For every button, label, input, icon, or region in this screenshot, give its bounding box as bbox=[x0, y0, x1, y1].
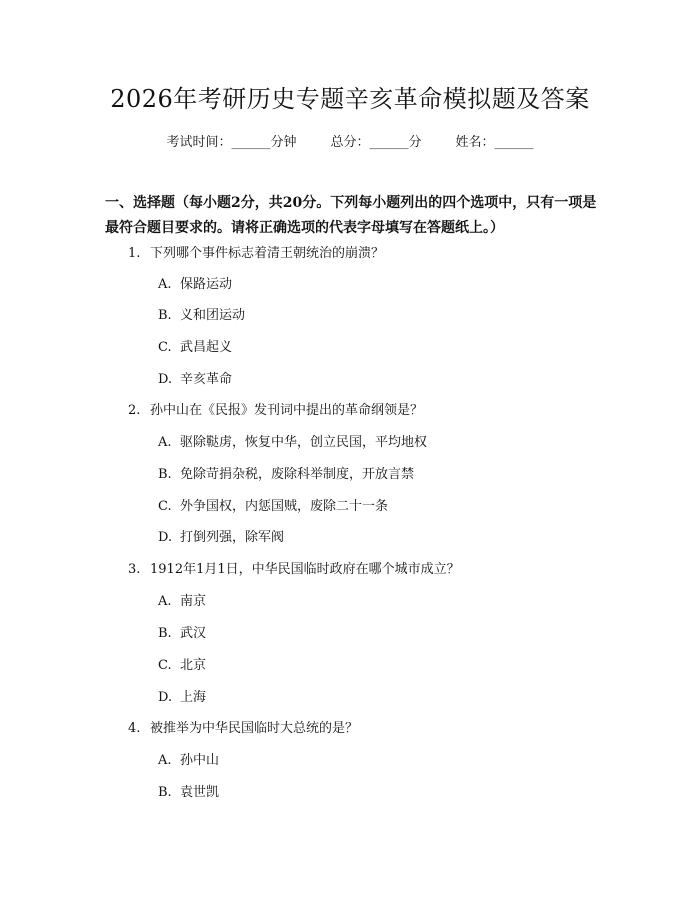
question-3-option-b bbox=[158, 624, 598, 644]
question-1-option-a bbox=[158, 275, 598, 295]
page-title: 2026年考研历史专题辛亥革命模拟题及答案 bbox=[110, 85, 590, 113]
option-text: 义和团运动 bbox=[180, 308, 246, 323]
question-text: 下列哪个事件标志着清王朝统治的崩溃？ bbox=[150, 246, 385, 261]
option-letter: B. bbox=[158, 785, 172, 800]
option-letter: C. bbox=[158, 340, 172, 355]
question-2-option-b bbox=[158, 465, 598, 485]
option-letter: B. bbox=[158, 467, 172, 482]
option-letter: B. bbox=[158, 308, 172, 323]
option-text: 免除苛捐杂税，废除科举制度，开放言禁 bbox=[180, 467, 415, 482]
option-text: 打倒列强，除军阀 bbox=[180, 530, 285, 545]
question-2 bbox=[128, 401, 598, 421]
question-text: 孙中山在《民报》发刊词中提出的革命纲领是？ bbox=[150, 403, 424, 418]
question-text: 被推举为中华民国临时大总统的是？ bbox=[150, 721, 359, 736]
student-name-field: 姓名：______ bbox=[455, 135, 534, 150]
option-text: 南京 bbox=[180, 594, 207, 609]
option-letter: D. bbox=[158, 690, 173, 705]
question-1-option-b bbox=[158, 306, 598, 326]
option-text: 上海 bbox=[180, 690, 207, 705]
question-1-option-c bbox=[158, 338, 598, 358]
option-letter: B. bbox=[158, 626, 172, 641]
question-1 bbox=[128, 244, 598, 264]
option-letter: D. bbox=[158, 372, 173, 387]
option-letter: A. bbox=[158, 277, 172, 292]
question-3-option-c bbox=[158, 656, 598, 676]
question-2-option-a bbox=[158, 433, 598, 453]
question-text: 1912年1月1日，中华民国临时政府在哪个城市成立？ bbox=[150, 562, 460, 577]
question-number: 3. bbox=[128, 562, 141, 577]
option-letter: C. bbox=[158, 499, 172, 514]
question-2-option-c bbox=[158, 497, 598, 517]
option-text: 保路运动 bbox=[180, 277, 233, 292]
question-3-option-d bbox=[158, 688, 598, 708]
option-text: 驱除鞑虏，恢复中华，创立民国，平均地权 bbox=[180, 435, 428, 450]
total-score-field: 总分：______分 bbox=[330, 135, 422, 150]
option-text: 孙中山 bbox=[180, 753, 220, 768]
option-text: 袁世凯 bbox=[180, 785, 220, 800]
question-4-option-b bbox=[158, 783, 598, 803]
option-text: 北京 bbox=[180, 658, 207, 673]
option-text: 武昌起义 bbox=[180, 340, 233, 355]
option-letter: C. bbox=[158, 658, 172, 673]
question-4 bbox=[128, 719, 598, 739]
question-4-option-a bbox=[158, 751, 598, 771]
question-2-option-d bbox=[158, 528, 598, 548]
option-letter: A. bbox=[158, 753, 172, 768]
option-text: 辛亥革命 bbox=[180, 372, 233, 387]
question-number: 4. bbox=[128, 721, 141, 736]
option-letter: A. bbox=[158, 594, 172, 609]
option-text: 武汉 bbox=[180, 626, 207, 641]
question-1-option-d bbox=[158, 370, 598, 390]
option-letter: D. bbox=[158, 530, 173, 545]
option-letter: A. bbox=[158, 435, 172, 450]
question-3-option-a bbox=[158, 592, 598, 612]
question-3 bbox=[128, 560, 598, 580]
section-heading-multiple-choice: 一、选择题（每小题2分，共20分。下列每小题列出的四个选项中，只有一项是最符合题目要求的。请将正确选项的代表字母填写在答题纸上。） bbox=[105, 195, 597, 236]
option-text: 外争国权，内惩国贼，废除二十一条 bbox=[180, 499, 389, 514]
exam-time-field: 考试时间：______分钟 bbox=[166, 135, 297, 150]
question-number: 1. bbox=[128, 246, 141, 261]
question-number: 2. bbox=[128, 403, 141, 418]
